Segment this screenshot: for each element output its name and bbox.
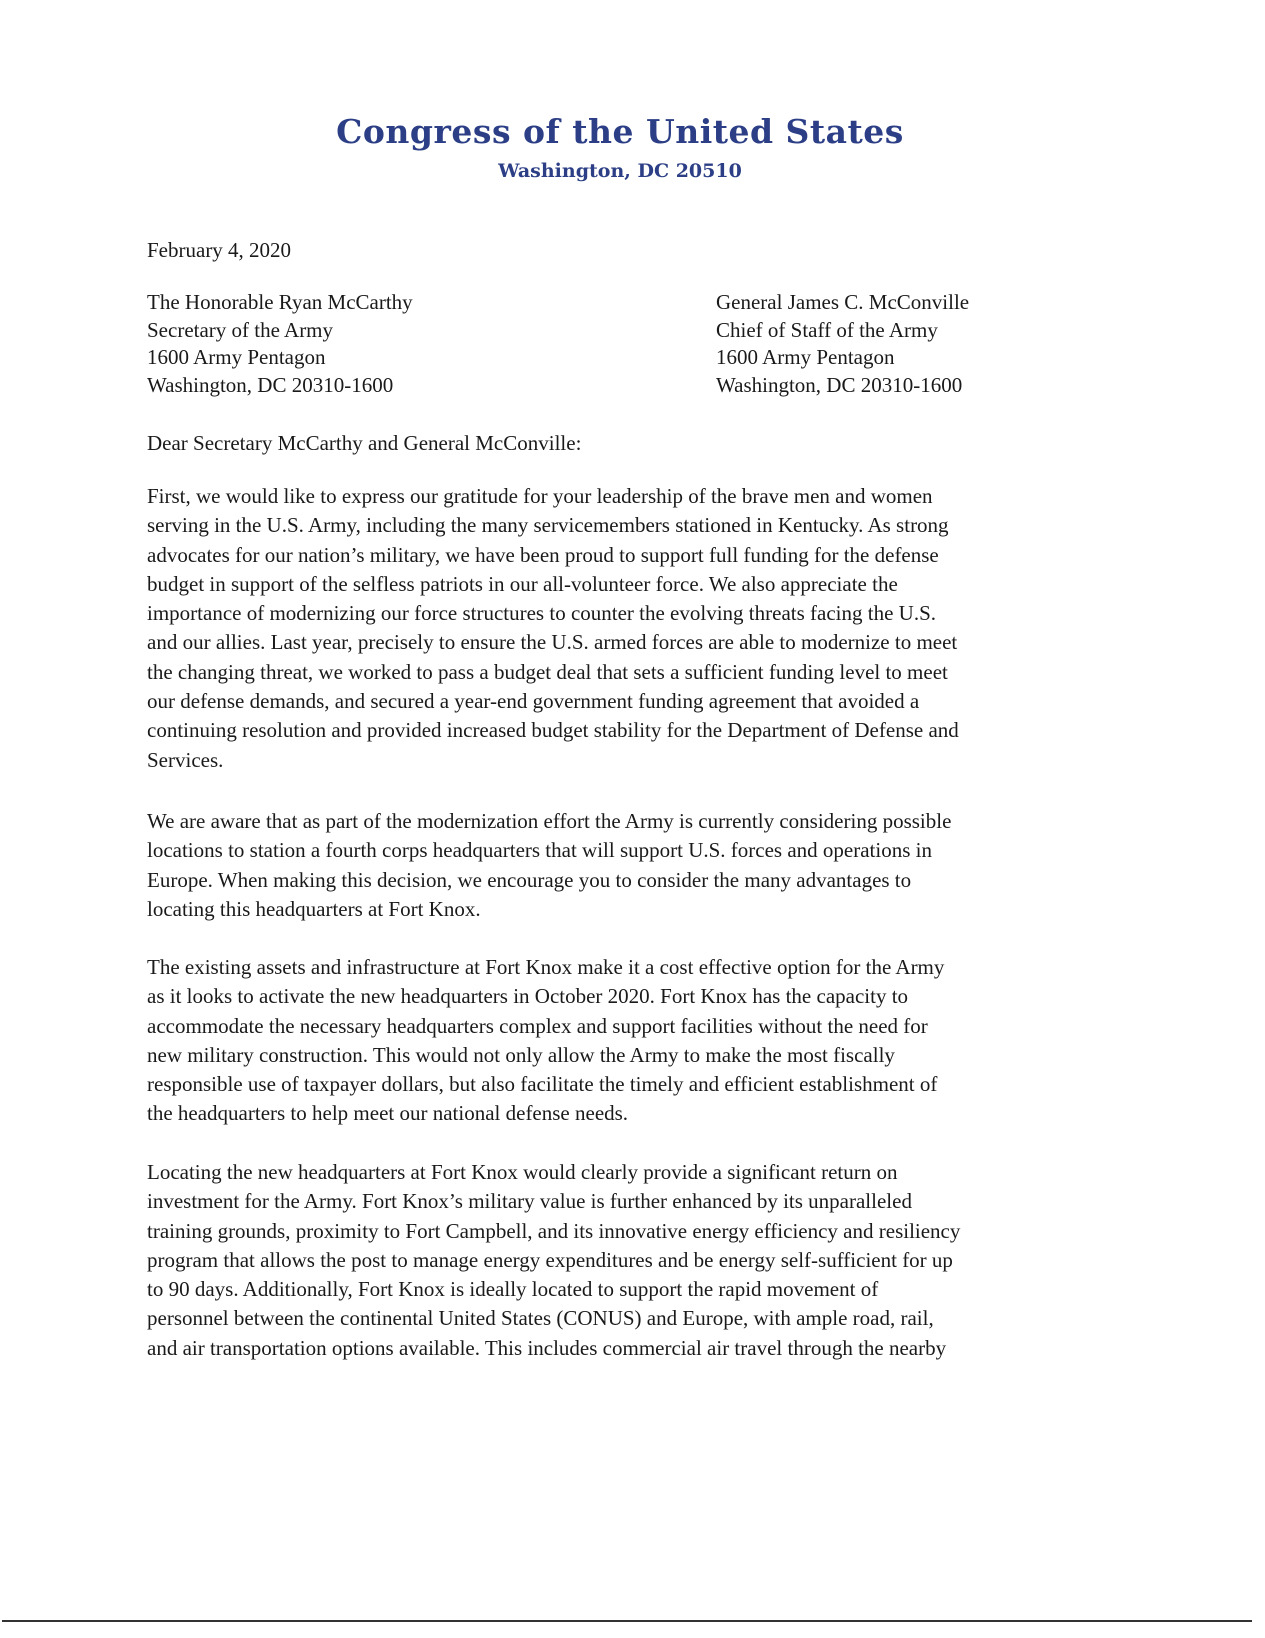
paragraph-line: Europe. When making this decision, we encourage you to consider the many advantages to	[147, 867, 912, 892]
letterhead-title: Congress of the United States	[336, 112, 904, 151]
paragraph-line: program that allows the post to manage energy expenditures and be energy self-sufficient for up	[147, 1247, 953, 1272]
address-line: The Honorable Ryan McCarthy	[147, 290, 413, 314]
paragraph-line: the headquarters to help meet our national defense needs.	[147, 1101, 629, 1126]
paragraph-4	[147, 1158, 960, 1363]
paragraph-line: and air transportation options available. This includes commercial air travel through the nearby	[147, 1335, 947, 1360]
address-line: Secretary of the Army	[147, 317, 334, 342]
paragraph-3	[147, 953, 944, 1129]
paragraph-line: and our allies. Last year, precisely to ensure the U.S. armed forces are able to modernize to meet	[147, 630, 958, 655]
address-line: 1600 Army Pentagon	[716, 345, 895, 370]
paragraph-line: advocates for our nation’s military, we have been proud to support full funding for the defense	[147, 542, 939, 567]
letter-date: February 4, 2020	[147, 238, 292, 262]
paragraph-line: Locating the new headquarters at Fort Knox would clearly provide a significant return on	[147, 1160, 898, 1184]
paragraph-line: the changing threat, we worked to pass a budget deal that sets a sufficient funding level to meet	[147, 659, 948, 684]
paragraph-line: locating this headquarters at Fort Knox.	[147, 896, 481, 921]
paragraph-line: locations to station a fourth corps headquarters that will support U.S. forces and operations in	[147, 838, 932, 863]
address-line: Chief of Staff of the Army	[716, 317, 938, 342]
paragraph-1	[147, 482, 959, 775]
recipient-address-2	[716, 289, 969, 400]
paragraph-line: as it looks to activate the new headquarters in October 2020. Fort Knox has the capacity to	[147, 984, 909, 1009]
address-line: Washington, DC 20310-1600	[147, 373, 394, 398]
paragraph-line: continuing resolution and provided increased budget stability for the Department of Defense and	[147, 718, 959, 743]
paragraph-line: importance of modernizing our force structures to counter the evolving threats facing the U.S.	[147, 601, 936, 626]
paragraph-line: responsible use of taxpayer dollars, but also facilitate the timely and efficient establishment of	[147, 1072, 938, 1097]
paragraph-line: serving in the U.S. Army, including the many servicemembers stationed in Kentucky. As strong	[147, 513, 949, 538]
paragraph-line: First, we would like to express our gratitude for your leadership of the brave men and women	[147, 484, 933, 508]
paragraph-2	[147, 807, 951, 924]
address-line: General James C. McConville	[716, 290, 970, 314]
recipient-address-1	[147, 289, 413, 400]
paragraph-line: our defense demands, and secured a year-end government funding agreement that avoided a	[147, 689, 920, 714]
address-line: 1600 Army Pentagon	[147, 345, 326, 370]
paragraph-line: budget in support of the selfless patriots in our all-volunteer force. We also appreciate the	[147, 571, 898, 596]
paragraph-line: new military construction. This would not only allow the Army to make the most fiscally	[147, 1042, 895, 1067]
paragraph-line: to 90 days. Additionally, Fort Knox is ideally located to support the rapid movement of	[147, 1277, 879, 1302]
letterhead-address: Washington, DC 20510	[498, 160, 742, 182]
page-bottom-rule	[2, 1620, 1252, 1622]
paragraph-line: We are aware that as part of the modernization effort the Army is currently considering possible	[147, 809, 952, 833]
paragraph-line: Services.	[147, 747, 224, 772]
paragraph-line: investment for the Army. Fort Knox’s military value is further enhanced by its unparalleled	[147, 1189, 912, 1214]
paragraph-line: accommodate the necessary headquarters complex and support facilities without the need for	[147, 1013, 928, 1038]
paragraph-line: training grounds, proximity to Fort Campbell, and its innovative energy efficiency and resiliency	[147, 1218, 961, 1243]
address-line: Washington, DC 20310-1600	[716, 373, 963, 398]
paragraph-line: The existing assets and infrastructure at Fort Knox make it a cost effective option for the Army	[147, 955, 945, 979]
paragraph-line: personnel between the continental United States (CONUS) and Europe, with ample road, rail,	[147, 1306, 934, 1331]
salutation: Dear Secretary McCarthy and General McConville:	[147, 431, 582, 455]
